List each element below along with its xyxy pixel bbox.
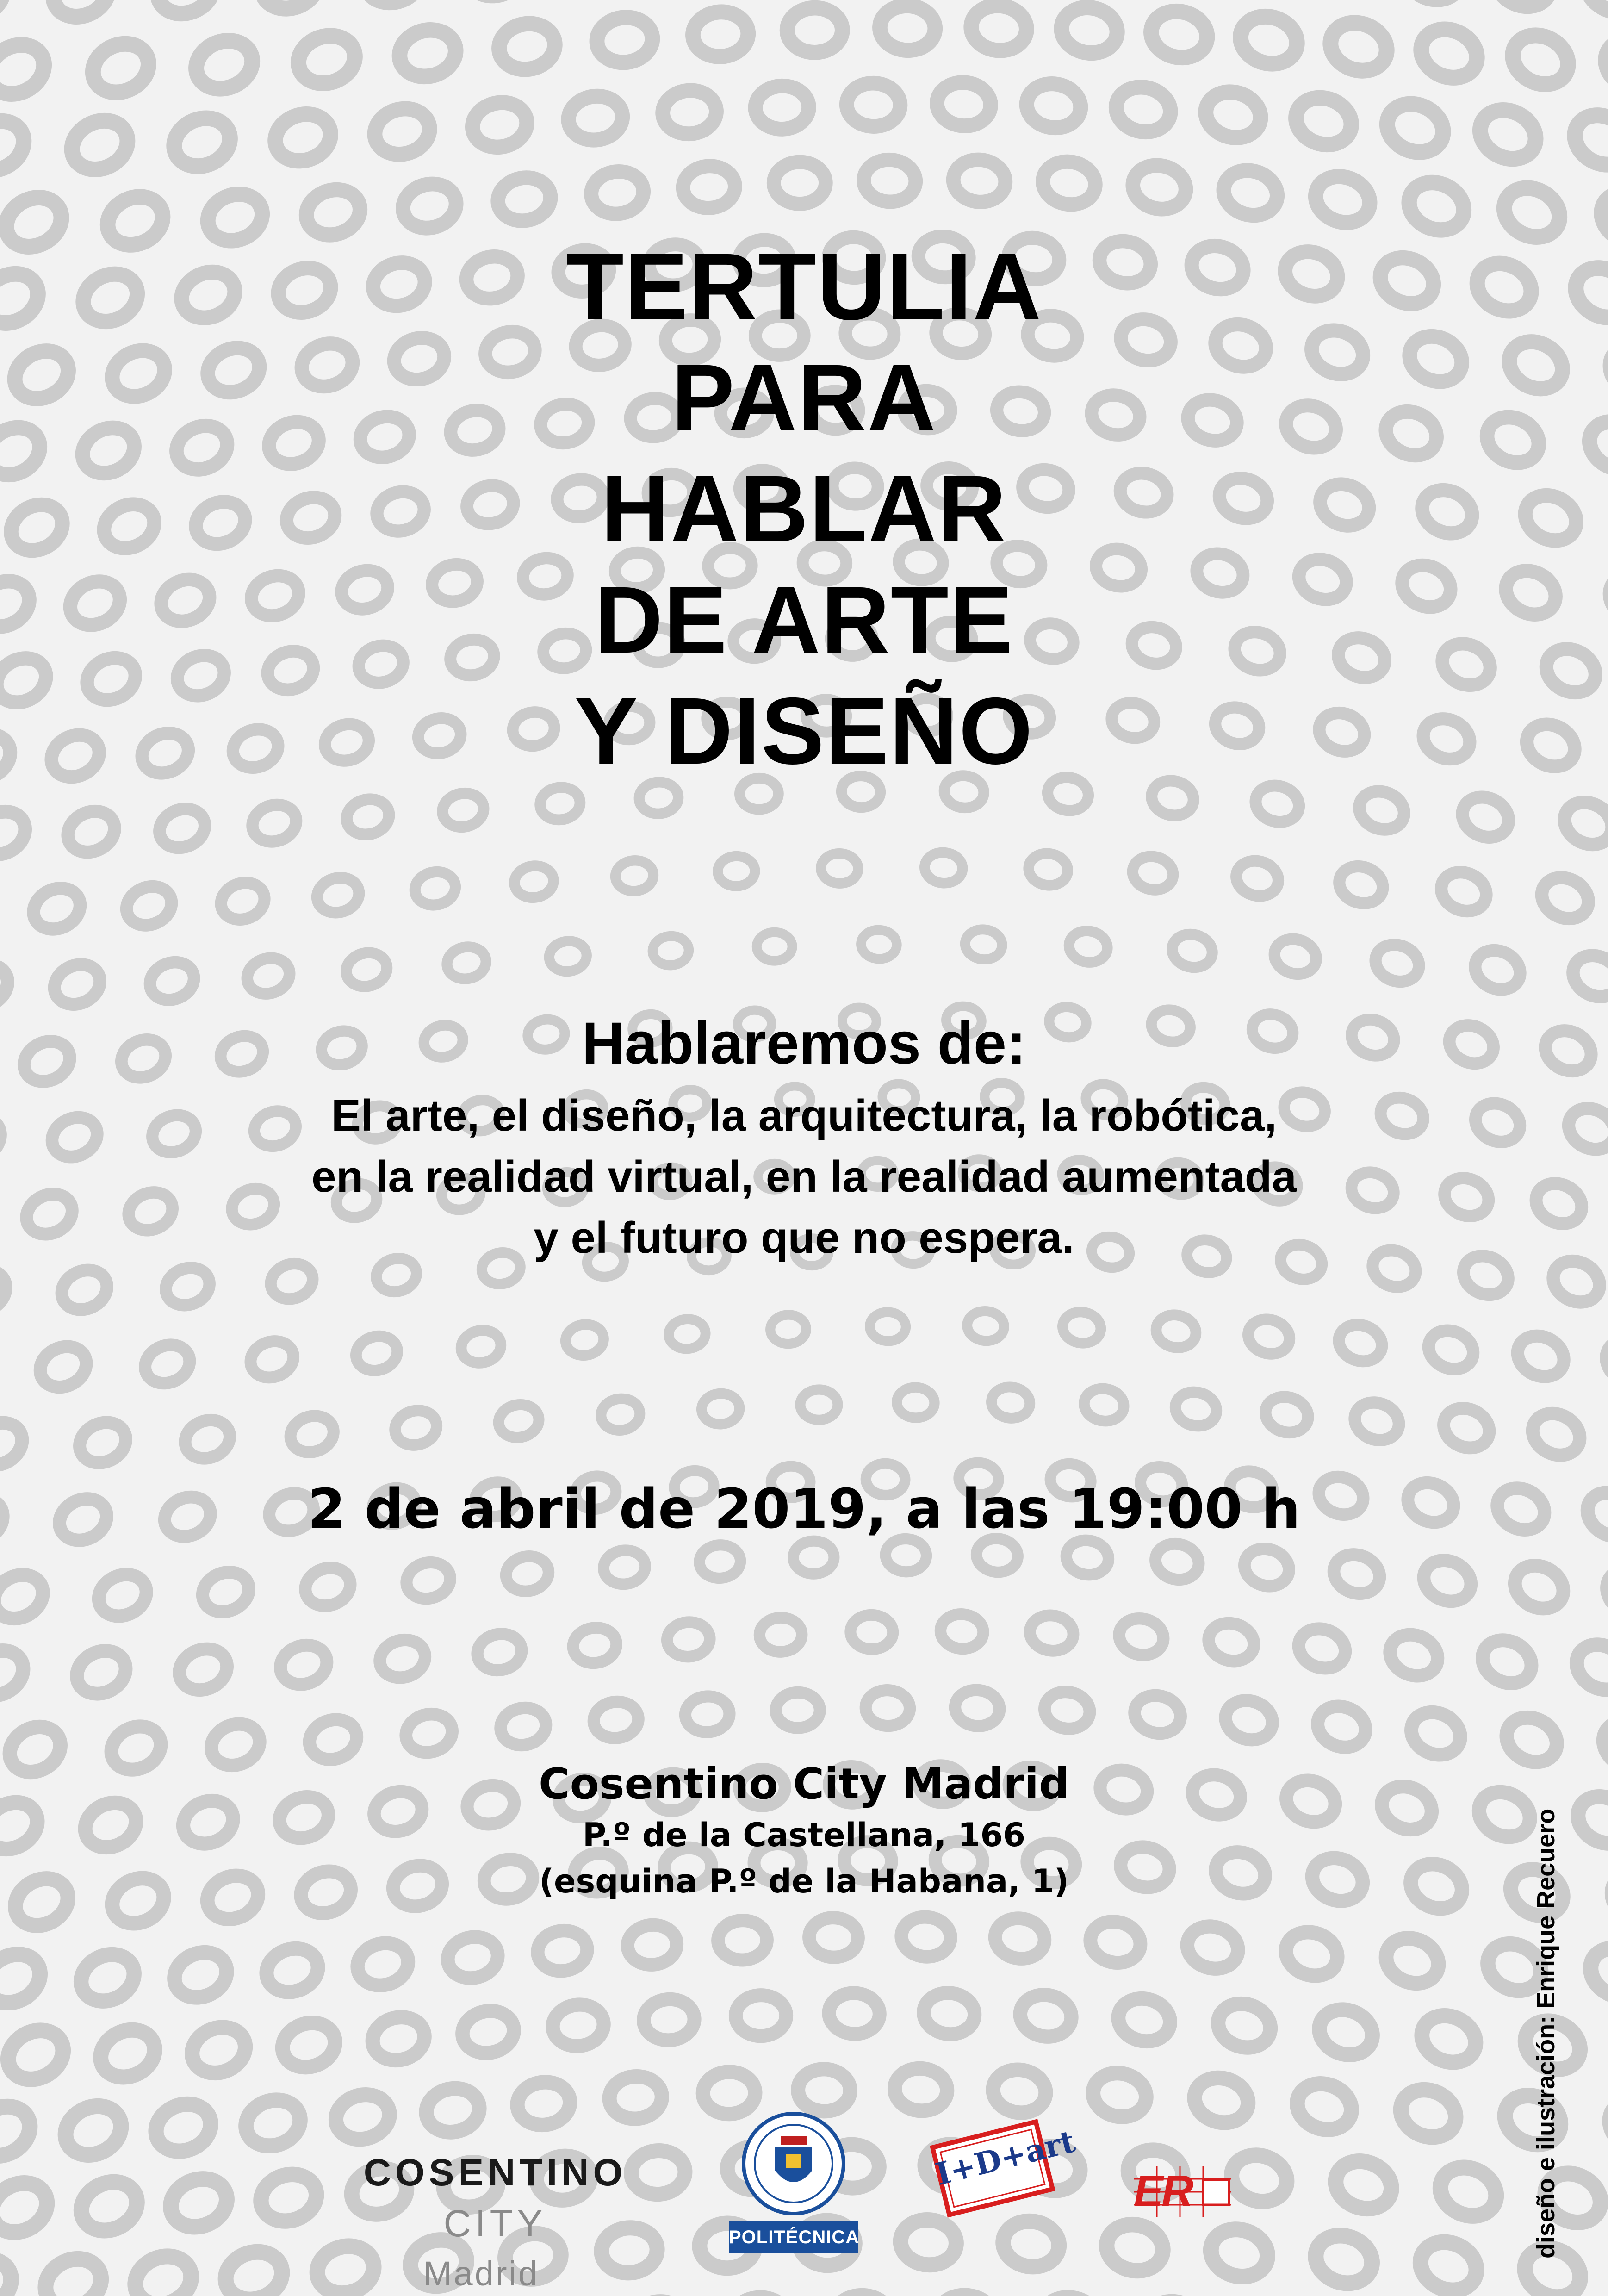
title-line-4: DE ARTE: [594, 567, 1014, 673]
venue-address-line-1: P.º de la Castellana, 166: [582, 1816, 1026, 1854]
venue-address-line-2: (esquina P.º de la Habana, 1): [539, 1862, 1069, 1900]
cosentino-city-word: CITY: [443, 2203, 547, 2245]
er-label: ER: [1134, 2166, 1192, 2216]
title-line-3: HABLAR: [601, 456, 1007, 562]
cosentino-place: Madrid: [423, 2254, 540, 2293]
poster-title: [0, 231, 1608, 787]
topics-line-2: en la realidad virtual, en la realidad aumentada: [311, 1152, 1297, 1201]
title-line-2: PARA: [671, 345, 937, 451]
er-logo: [1134, 2166, 1231, 2217]
upm-label: POLITÉCNICA: [729, 2221, 858, 2253]
ida-logo: [930, 2115, 1079, 2221]
cosentino-city-logo: [319, 2147, 671, 2293]
upm-logo: [729, 2106, 858, 2259]
topics-heading: Hablaremos de:: [582, 1010, 1026, 1076]
title-line-1: TERTULIA: [565, 234, 1043, 340]
topics-section: [0, 1007, 1608, 1269]
cosentino-brand: COSENTINO: [363, 2152, 627, 2194]
topics-line-1: El arte, el diseño, la arquitectura, la robótica,: [331, 1091, 1277, 1140]
design-credit: diseño e ilustración: Enrique Recuero: [1532, 1808, 1560, 2259]
ida-label: I+D+art: [932, 2123, 1079, 2193]
venue-block: [0, 1756, 1608, 1904]
university-seal-icon: [729, 2106, 858, 2221]
title-line-5: Y DISEÑO: [574, 678, 1034, 784]
event-date-time: 2 de abril de 2019, a las 19:00 h: [307, 1477, 1301, 1541]
topics-line-3: y el futuro que no espera.: [534, 1213, 1074, 1263]
venue-name: Cosentino City Madrid: [539, 1759, 1069, 1809]
